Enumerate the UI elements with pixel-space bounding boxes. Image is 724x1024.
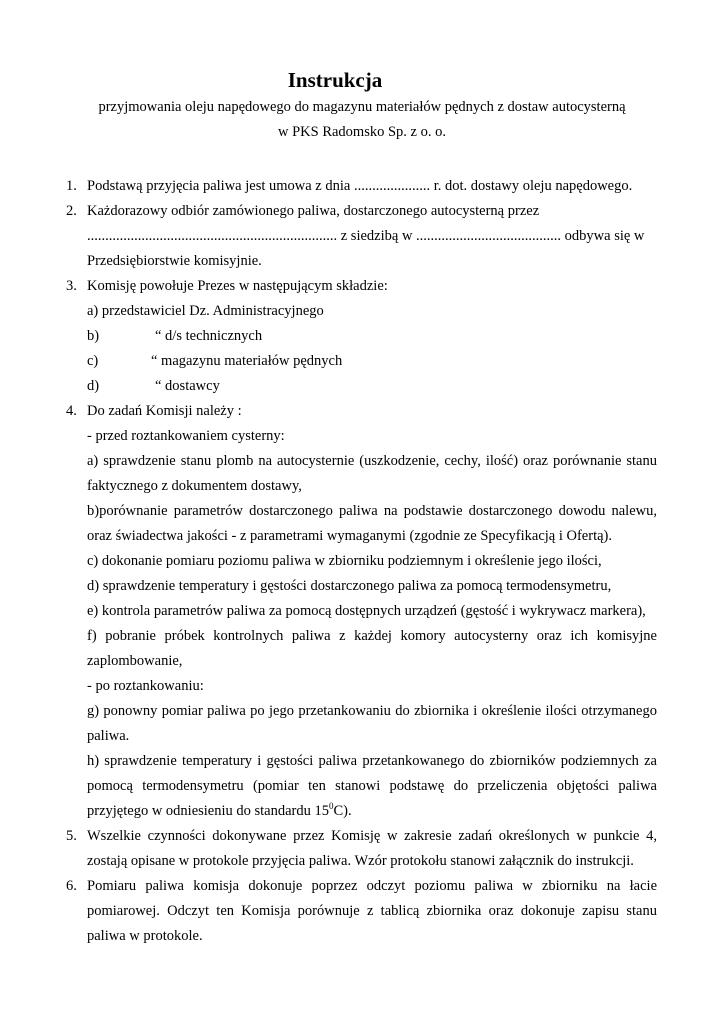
item-number: 5. xyxy=(66,828,77,844)
item-4-text: Do zadań Komisji należy : xyxy=(87,403,242,419)
item-number: 1. xyxy=(66,178,77,194)
before-unloading-heading: - przed roztankowaniem cysterny: xyxy=(87,428,285,444)
task-d: d) sprawdzenie temperatury i gęstości dostarczonego paliwa za pomocą termodensymetru, xyxy=(87,578,612,594)
item-2-line-1: Każdorazowy odbiór zamówionego paliwa, dostarczonego autocysterną przez xyxy=(87,203,540,219)
item-1-text: Podstawą przyjęcia paliwa jest umowa z dnia ..................... r. dot. dostawy oleju napędowego. xyxy=(87,178,633,194)
document-subtitle: przyjmowania oleju napędowego do magazynu materiałów pędnych z dostaw autocysterną xyxy=(98,99,626,115)
member-text: “ magazynu materiałów pędnych xyxy=(151,353,343,369)
member-text: “ dostawcy xyxy=(155,378,220,394)
item-5-line-2: zostają opisane w protokole przyjęcia paliwa. Wzór protokołu stanowi załącznik do instrukcji. xyxy=(87,853,634,869)
task-c: c) dokonanie pomiaru poziomu paliwa w zbiorniku podziemnym i określenie jego ilości, xyxy=(87,553,602,569)
item-3-text: Komisję powołuje Prezes w następującym składzie: xyxy=(87,278,388,294)
degree-superscript: 0 xyxy=(329,801,334,812)
item-6-line-3: paliwa w protokole. xyxy=(87,928,203,944)
document-subtitle-company: w PKS Radomsko Sp. z o. o. xyxy=(278,124,446,140)
task-h-line-1: h) sprawdzenie temperatury i gęstości paliwa przetankowanego do zbiorników podziemnych za xyxy=(87,753,657,769)
task-b-line-1: b)porównanie parametrów dostarczonego paliwa na podstawie dostarczonego dowodu nalewu, xyxy=(87,503,657,519)
task-a-line-2: faktycznego z dokumentem dostawy, xyxy=(87,478,302,494)
member-label: b) xyxy=(87,328,100,344)
task-g-line-1: g) ponowny pomiar paliwa po jego przetankowaniu do zbiornika i określenie ilości otrzymanego xyxy=(87,703,657,719)
member-label: d) xyxy=(87,378,100,394)
committee-member-a: a) przedstawiciel Dz. Administracyjnego xyxy=(87,303,324,319)
member-label: c) xyxy=(87,353,99,369)
task-f-line-1: f) pobranie próbek kontrolnych paliwa z każdej komory autocysterny oraz ich komisyjne xyxy=(87,628,657,644)
after-unloading-heading: - po roztankowaniu: xyxy=(87,678,204,694)
task-h-line-2: pomocą termodensymetru (pomiar ten stanowi podstawę do przeliczenia objętości paliwa xyxy=(87,778,657,794)
task-f-line-2: zaplombowanie, xyxy=(87,653,183,669)
task-b-line-2: oraz świadectwa jakości - z parametrami wymaganymi (zgodnie ze Specyfikacją i Ofertą). xyxy=(87,528,612,544)
task-e: e) kontrola parametrów paliwa za pomocą dostępnych urządzeń (gęstość i wykrywacz markera), xyxy=(87,603,646,619)
item-number: 4. xyxy=(66,403,77,419)
task-h-unit: C). xyxy=(333,803,352,819)
item-6-line-2: pomiarowej. Odczyt ten Komisja porównuje z tablicą zbiornika oraz dokonuje zapisu stanu xyxy=(87,903,657,919)
task-h-text: przyjętego w odniesieniu do standardu 15 xyxy=(87,803,330,819)
item-number: 6. xyxy=(66,878,77,894)
item-2-line-3: Przedsiębiorstwie komisyjnie. xyxy=(87,253,262,269)
item-5-line-1: Wszelkie czynności dokonywane przez Komisję w zakresie zadań określonych w punkcie 4, xyxy=(87,828,657,844)
document-title: Instrukcja xyxy=(287,68,383,92)
item-2-line-2: ..................................................................... z siedzibą w ........................................ odbywa się w xyxy=(87,228,645,244)
member-text: “ d/s technicznych xyxy=(155,328,263,344)
task-h-line-3 xyxy=(87,803,657,819)
task-a-line-1: a) sprawdzenie stanu plomb na autocysternie (uszkodzenie, cechy, ilość) oraz porównanie stanu xyxy=(87,453,657,469)
item-6-line-1: Pomiaru paliwa komisja dokonuje poprzez odczyt poziomu paliwa w zbiorniku na łacie xyxy=(87,878,657,894)
task-g-line-2: paliwa. xyxy=(87,728,130,744)
item-number: 2. xyxy=(66,203,77,219)
item-number: 3. xyxy=(66,278,77,294)
